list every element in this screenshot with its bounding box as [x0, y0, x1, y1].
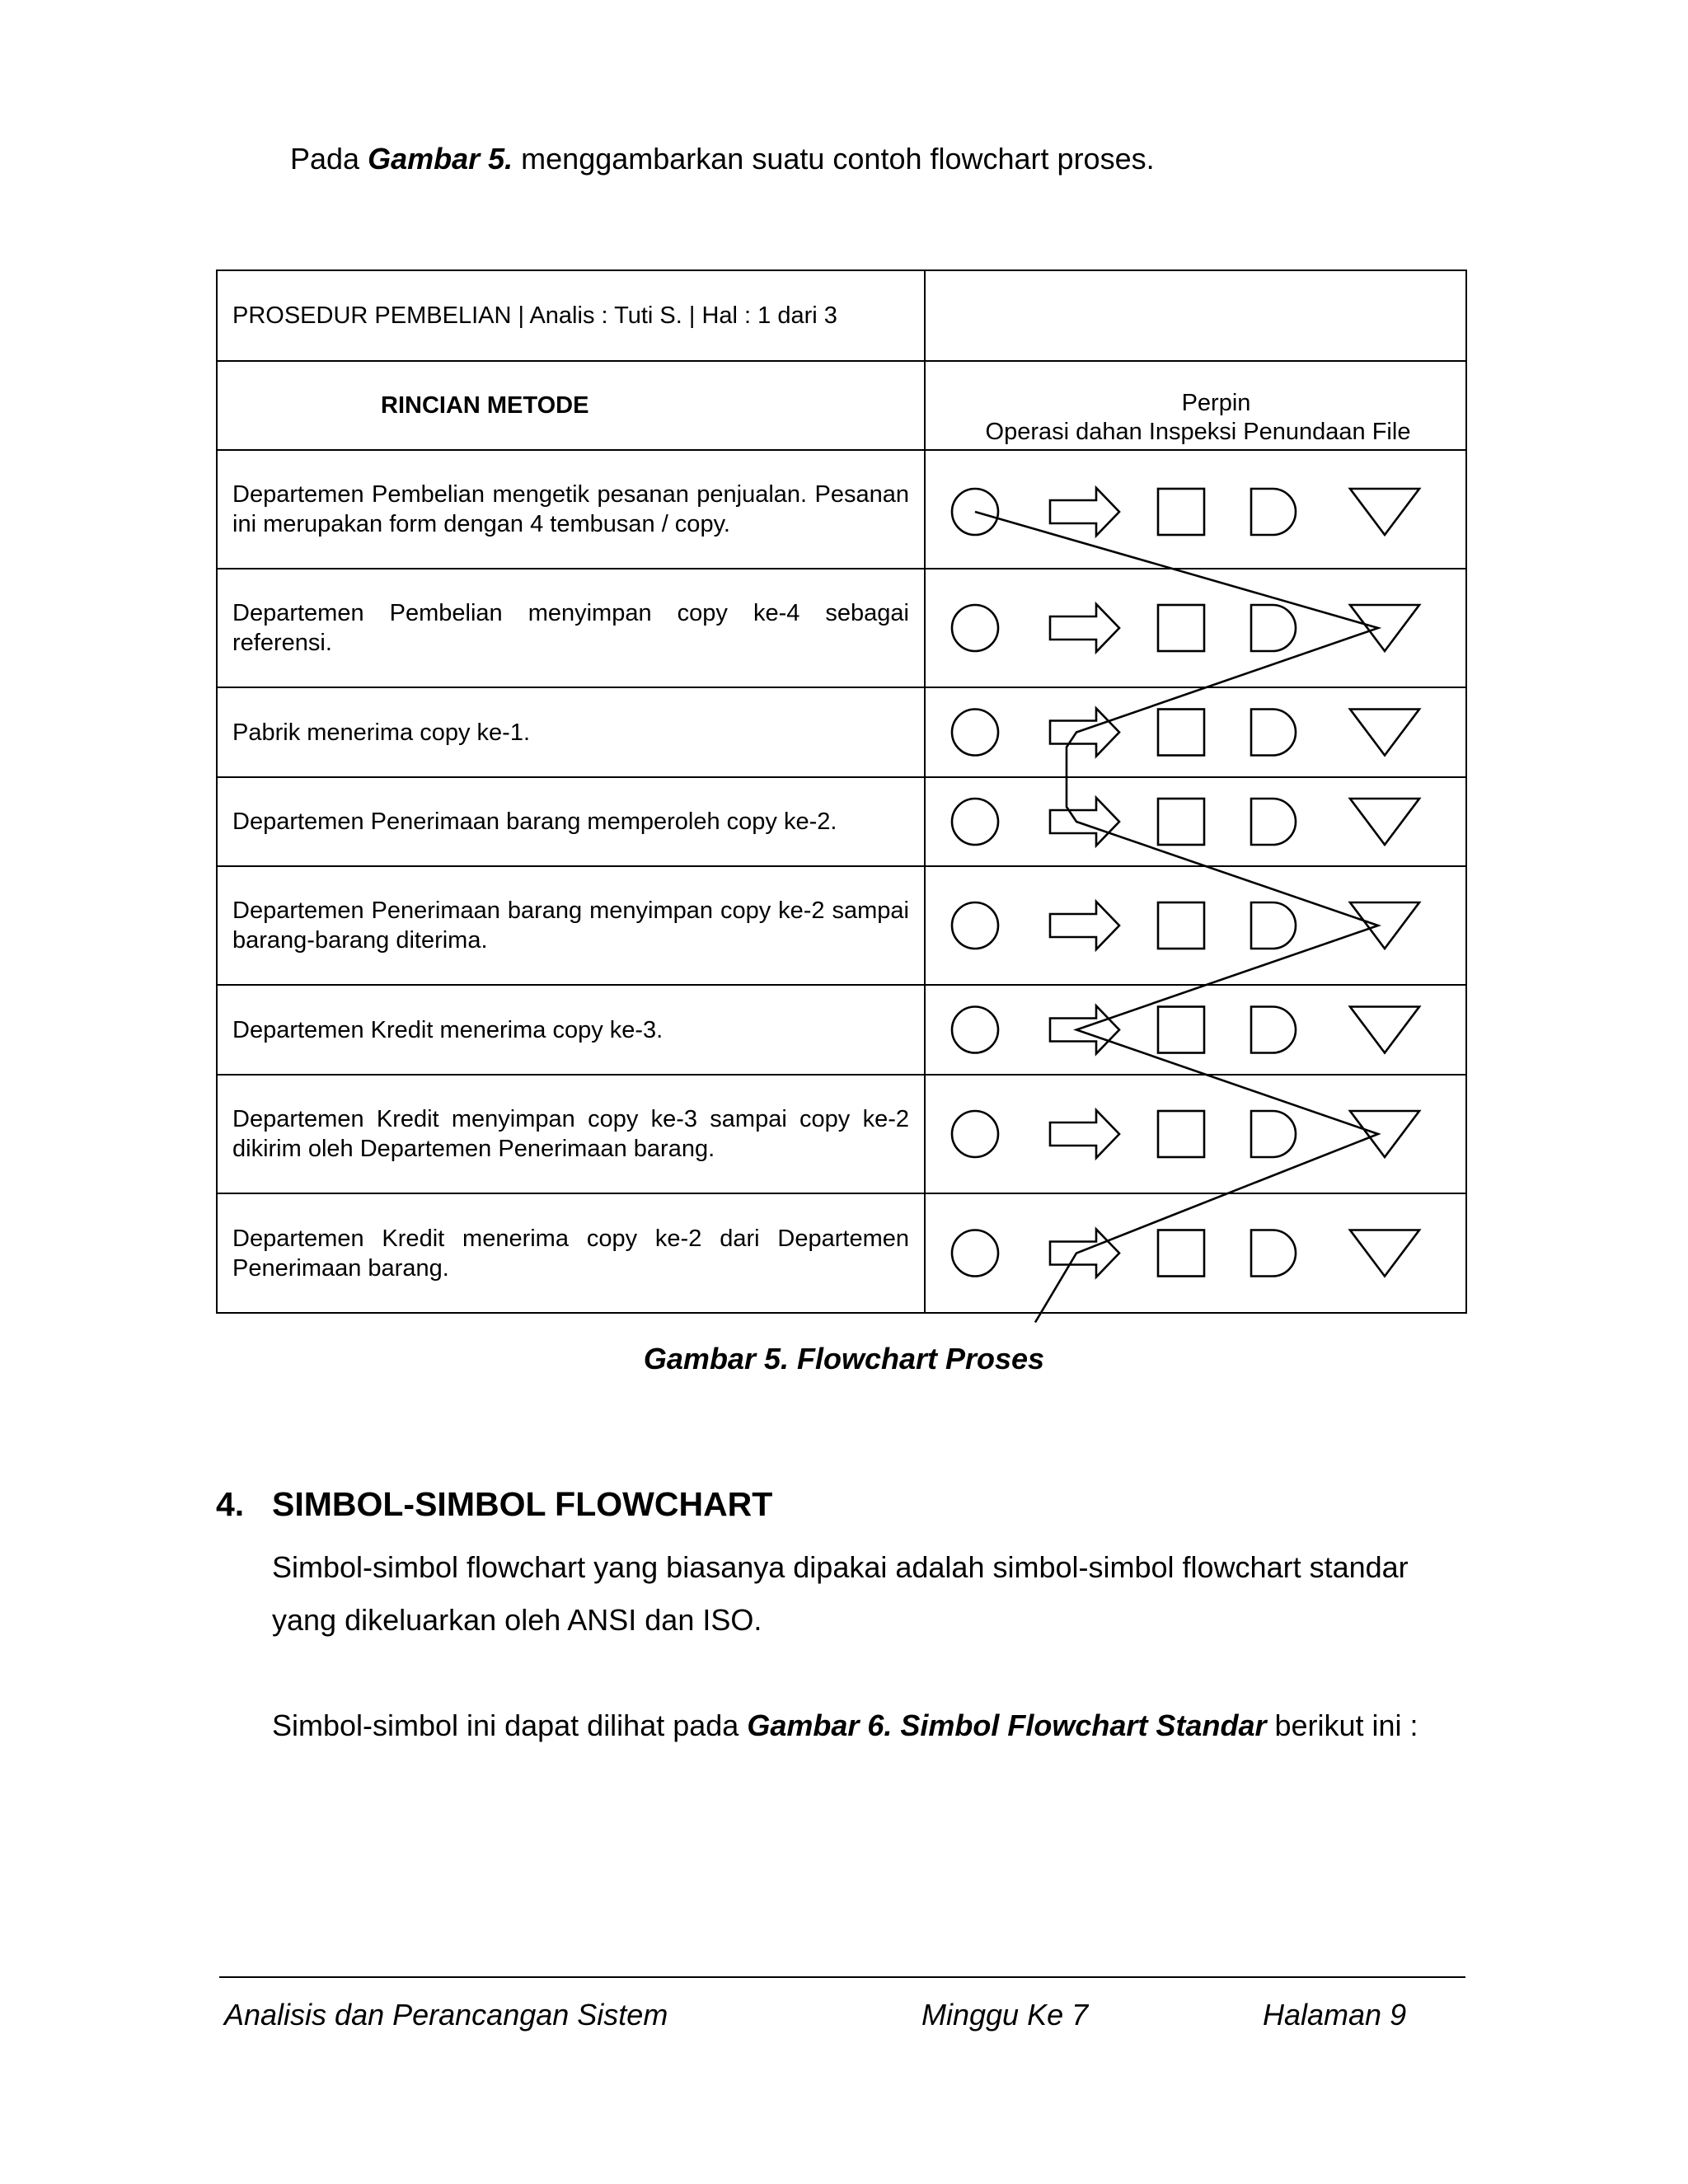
method-header: RINCIAN METODE — [217, 361, 925, 450]
step-text: Departemen Kredit menyimpan copy ke-3 sampai copy ke-2 dikirim oleh Departemen Penerimaan barang. — [217, 1075, 925, 1193]
step-symbols — [925, 866, 1466, 985]
symbol-header-line2: Operasi dahan Inspeksi Penundaan File — [985, 419, 1411, 445]
footer-course: Analisis dan Perancangan Sistem — [224, 1998, 668, 2032]
step-row — [217, 866, 1466, 985]
step-text: Departemen Penerimaan barang menyimpan copy ke-2 sampai barang-barang diterima. — [217, 866, 925, 985]
step-symbols — [925, 450, 1466, 569]
intro-figure-ref: Gambar 5. — [368, 142, 513, 176]
footer-rule — [219, 1976, 1465, 1978]
section-title: SIMBOL-SIMBOL FLOWCHART — [272, 1485, 773, 1523]
footer-week: Minggu Ke 7 — [921, 1998, 1089, 2032]
para2-suffix: berikut ini : — [1266, 1708, 1418, 1742]
intro-suffix: menggambarkan suatu contoh flowchart proses. — [513, 142, 1155, 176]
para2-prefix: Simbol-simbol ini dapat dilihat pada — [272, 1708, 748, 1742]
step-symbols — [925, 1193, 1466, 1313]
step-row — [217, 569, 1466, 687]
step-row — [217, 687, 1466, 777]
step-row — [217, 985, 1466, 1075]
step-symbols — [925, 1075, 1466, 1193]
section-paragraph-2 — [272, 1699, 1451, 1752]
step-symbols — [925, 687, 1466, 777]
symbol-header-line1: Perpin — [1181, 390, 1251, 416]
step-text: Departemen Penerimaan barang memperoleh copy ke-2. — [217, 777, 925, 866]
step-text: Pabrik menerima copy ke-1. — [217, 687, 925, 777]
step-text: Departemen Kredit menerima copy ke-3. — [217, 985, 925, 1075]
flowchart-header-title: PROSEDUR PEMBELIAN | Analis : Tuti S. | Hal : 1 dari 3 — [217, 270, 925, 361]
step-text: Departemen Kredit menerima copy ke-2 dari Departemen Penerimaan barang. — [217, 1193, 925, 1313]
step-row — [217, 777, 1466, 866]
process-flowchart-table — [216, 269, 1467, 1314]
step-text: Departemen Pembelian mengetik pesanan penjualan. Pesanan ini merupakan form dengan 4 tembusan / copy. — [217, 450, 925, 569]
section-paragraph-1: Simbol-simbol flowchart yang biasanya dipakai adalah simbol-simbol flowchart standar yang dikeluarkan oleh ANSI dan ISO. — [272, 1550, 1409, 1637]
step-row — [217, 450, 1466, 569]
step-symbols — [925, 777, 1466, 866]
symbol-column-header — [925, 361, 1466, 450]
step-text: Departemen Pembelian menyimpan copy ke-4 sebagai referensi. — [217, 569, 925, 687]
para2-figure-ref: Gambar 6. Simbol Flowchart Standar — [747, 1708, 1267, 1742]
step-row — [217, 1193, 1466, 1313]
figure-caption: Gambar 5. Flowchart Proses — [643, 1342, 1045, 1376]
step-symbols — [925, 985, 1466, 1075]
step-row — [217, 1075, 1466, 1193]
flowchart-header-right — [925, 270, 1466, 361]
footer-page: Halaman 9 — [1263, 1998, 1407, 2032]
intro-prefix: Pada — [290, 142, 368, 176]
intro-paragraph — [290, 142, 1155, 176]
step-symbols — [925, 569, 1466, 687]
section-number: 4. — [216, 1485, 245, 1523]
